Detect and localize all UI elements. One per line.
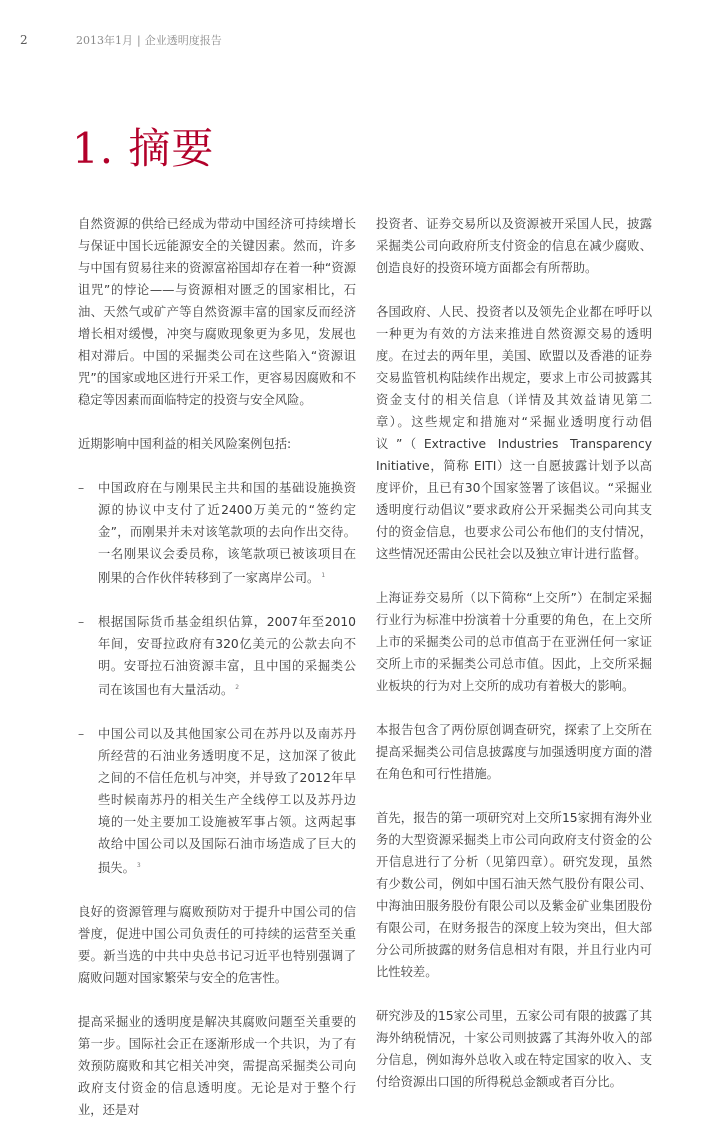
first-study-paragraph: 首先，报告的第一项研究对上交所15家拥有海外业务的大型资源采掘类上市公司向政府支付资金的公开信息进行了分析（见第四章）。研究发现，虽然有少数公司，例如中国石油天然气股份有限公司、中海油田服务股份有限公司以及紫金矿业集团股份有限公司，在财务报告的深度上较为突出，但大部分公司所披露的财务信息相对有限，并且行业内可比性较差。 (376, 811, 652, 979)
header-divider: | (137, 34, 141, 47)
bullet-dash: – (78, 481, 85, 495)
governance-paragraph: 良好的资源管理与腐败预防对于提升中国公司的信誉度，促进中国公司负责任的可持续的运营至关重要。新当选的中共中央总书记习近平也特别强调了腐败问题对国家繁荣与安全的危害性。 (78, 905, 356, 985)
footnote-ref: 1 (321, 572, 326, 579)
bullet-dash: – (78, 615, 85, 629)
report-scope-paragraph: 本报告包含了两份原创调查研究，探索了上交所在提高采掘类公司信息披露度与加强透明度方面的潜在角色和可行性措施。 (376, 723, 652, 781)
header-date: 2013年1月 (76, 34, 133, 47)
running-header (20, 32, 222, 48)
intro-paragraph: 自然资源的供给已经成为带动中国经济可持续增长与保证中国长远能源安全的关键因素。然而，许多与中国有贸易往来的资源富裕国却存在着一种“资源诅咒”的悖论——与资源相对匮乏的国家相比，石油、天然气或矿产等自然资源丰富的国家反而经济增长相对缓慢，冲突与腐败现象更为多见，发展也相对滞后。中国的采掘类公司在这些陷入“资源诅咒”的国家或地区进行开采工作，更容易因腐败和不稳定等因素而面临特定的投资与安全风险。 (78, 217, 356, 407)
footnote-ref: 2 (235, 684, 240, 691)
page-number: 2 (20, 33, 28, 47)
continuation-paragraph: 投资者、证券交易所以及资源被开采国人民，披露采掘类公司向政府所支付资金的信息在减少腐败、创造良好的投资环境方面都会有所帮助。 (376, 217, 652, 275)
transparency-paragraph: 提高采掘业的透明度是解决其腐败问题至关重要的第一步。国际社会正在逐渐形成一个共识，为了有效预防腐败和其它相关冲突，需提高采掘类公司向政府支付资金的信息透明度。无论是对于整个行业，还是对 (78, 1015, 356, 1117)
risk-case-text: 根据国际货币基金组织估算，2007年至2010年间，安哥拉政府有320亿美元的公款去向不明。安哥拉石油资源丰富，且中国的采掘类公司在该国也有大量活动。 (98, 615, 356, 697)
footnote-ref: 3 (136, 862, 141, 869)
sse-paragraph: 上海证券交易所（以下简称“上交所”）在制定采掘行业行为标准中扮演着十分重要的角色，在上交所上市的采掘类公司的总市值高于在亚洲任何一家证交所上市的采掘类公司总市值。因此，上交所采掘业板块的行为对上交所的成功有着极大的影响。 (376, 591, 652, 693)
risk-cases-intro: 近期影响中国利益的相关风险案例包括: (78, 437, 292, 451)
regulation-paragraph: 各国政府、人民、投资者以及领先企业都在呼吁以一种更为有效的方法来推进自然资源交易的透明度。在过去的两年里，美国、欧盟以及香港的证券交易监管机构陆续作出规定，要求上市公司披露其资金支付的相关信息（详情及其效益请见第二章）。这些规定和措施对“采掘业透明度行动倡议”（Extractive Industries Transparency Initiative，简称 EITI）这一自愿披露计划予以高度评价，且已有30个国家签署了该倡议。“采掘业透明度行动倡议”要求政府公开采掘类公司向其支付的资金信息，也要求公司公布他们的支付情况，这些情况还需由公民社会以及独立审计进行监督。 (376, 305, 652, 561)
header-report-title: 企业透明度报告 (144, 34, 222, 47)
risk-case-text: 中国公司以及其他国家公司在苏丹以及南苏丹所经营的石油业务透明度不足，这加深了彼此之间的不信任危机与冲突，并导致了2012年早些时候南苏丹的相关生产全线停工以及苏丹边境的一处主要加工设施被军事占领。这两起事故给中国公司以及国际石油市场造成了巨大的损失。 (98, 727, 356, 875)
risk-case-item (78, 477, 356, 589)
disclosure-findings-paragraph: 研究涉及的15家公司里，五家公司有限的披露了其海外纳税情况，十家公司则披露了其海外收入的部分信息，例如海外总收入或在特定国家的收入、支付给资源出口国的所得税总金额或者百分比。 (376, 1009, 652, 1089)
left-column (78, 213, 356, 1121)
bullet-dash: – (78, 727, 85, 741)
risk-case-item (78, 723, 356, 879)
right-column (376, 213, 652, 1093)
risk-case-text: 中国政府在与刚果民主共和国的基础设施换资源的协议中支付了近2400万美元的“签约定金”，而刚果并未对该笔款项的去向作出交待。一名刚果议会委员称，该笔款项已被该项目在刚果的合作伙伴转移到了一家离岸公司。 (98, 481, 356, 585)
risk-case-item (78, 611, 356, 701)
section-title: 1. 摘要 (72, 124, 215, 173)
